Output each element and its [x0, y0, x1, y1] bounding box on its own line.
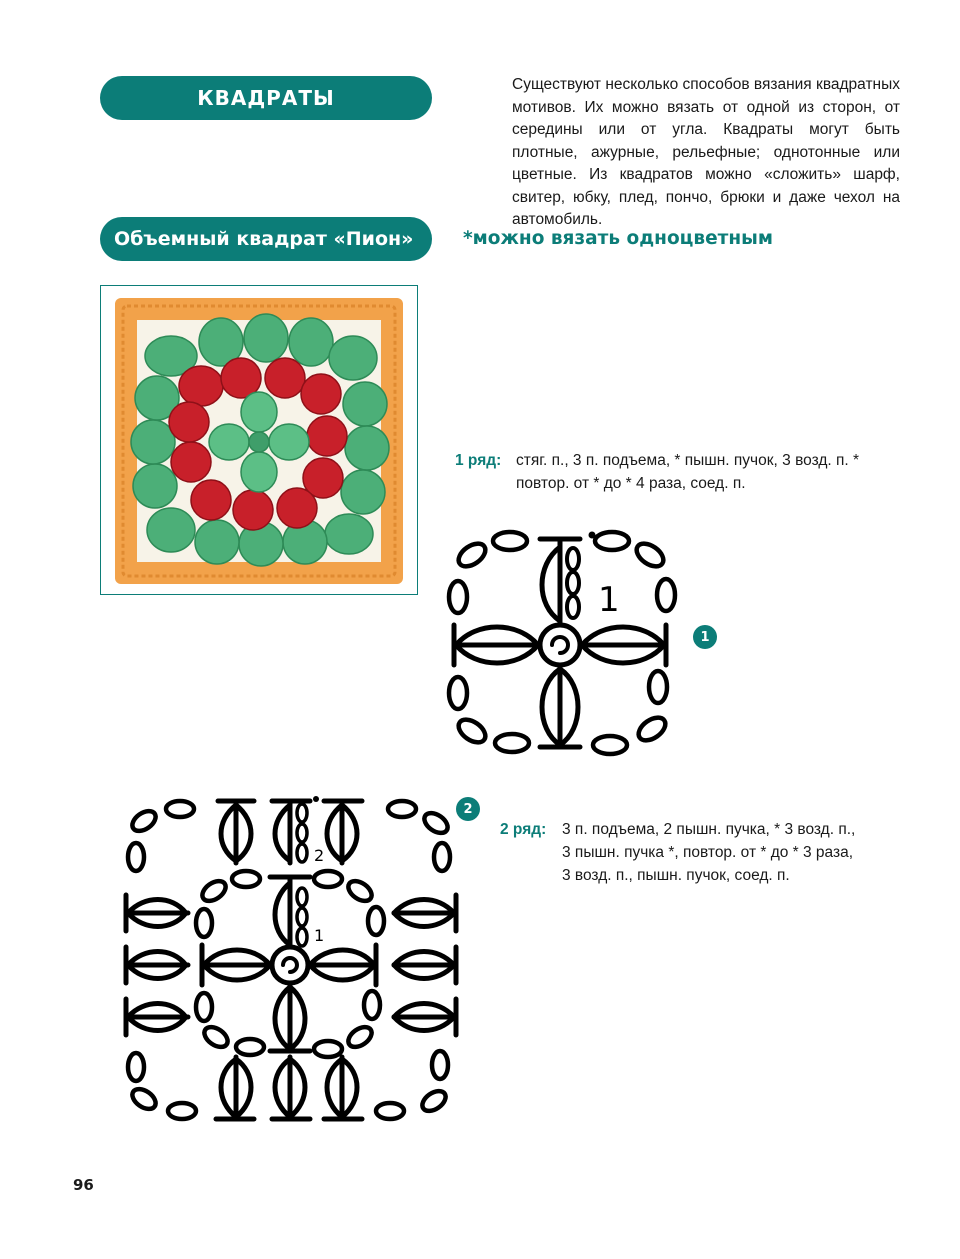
outer-puffs-right — [394, 895, 456, 1035]
row-2-line-2: 3 пышн. пучка *, повтор. от * до * 3 раза, — [562, 844, 854, 861]
outer-puffs-bottom — [216, 1057, 362, 1119]
puff-top — [540, 539, 580, 623]
outer-puffs-left — [126, 895, 188, 1035]
row-1-line-2: повтор. от * до * 4 раза, соед. п. — [516, 475, 746, 492]
row-1-diagram — [440, 525, 690, 760]
single-color-note: *можно вязать одноцветным — [463, 228, 773, 249]
page-number: 96 — [73, 1176, 94, 1194]
row-2-diagram-mark-2: 2 — [314, 846, 325, 865]
motif-title: Объемный квадрат «Пион» — [100, 217, 432, 261]
inner-puffs — [202, 877, 376, 1051]
row-1-badge: 1 — [693, 625, 717, 649]
row-2-badge: 2 — [456, 797, 480, 821]
row-2-label: 2 ряд: — [500, 821, 547, 838]
row-2-diagram — [120, 795, 465, 1125]
row-2-instructions — [500, 818, 920, 890]
intro-paragraph: Существуют несколько способов вязания квадратных мотивов. Их можно вязать от одной из сторон, от середины или от угла. Квадраты могут быть плотные, ажурные, рельефные; однотонные или цветные. Из квадратов можно «сложить» шарф, свитер, юбку, плед, пончо, брюки и даже чехол на автомобиль. — [512, 76, 900, 228]
puff-right — [582, 625, 666, 665]
section-title: КВАДРАТЫ — [100, 76, 432, 120]
motif-photo — [100, 285, 418, 595]
row-2-diagram-mark-1: 1 — [314, 926, 325, 945]
row-2-line-3: 3 возд. п., пышн. пучок, соед. п. — [562, 867, 790, 884]
row-2-line-1: 3 п. подъема, 2 пышн. пучка, * 3 возд. п., — [562, 821, 856, 838]
row-1-diagram-mark: 1 — [598, 580, 620, 620]
row-1-instructions — [455, 449, 915, 499]
outer-puffs-top — [218, 801, 362, 863]
row-1-line-1: стяг. п., 3 п. подъема, * пышн. пучок, 3 возд. п. * — [516, 452, 860, 469]
puff-left — [454, 625, 538, 665]
motif-photo-illustration — [101, 286, 417, 594]
row-1-label: 1 ряд: — [455, 452, 502, 469]
puff-bottom — [540, 667, 580, 747]
